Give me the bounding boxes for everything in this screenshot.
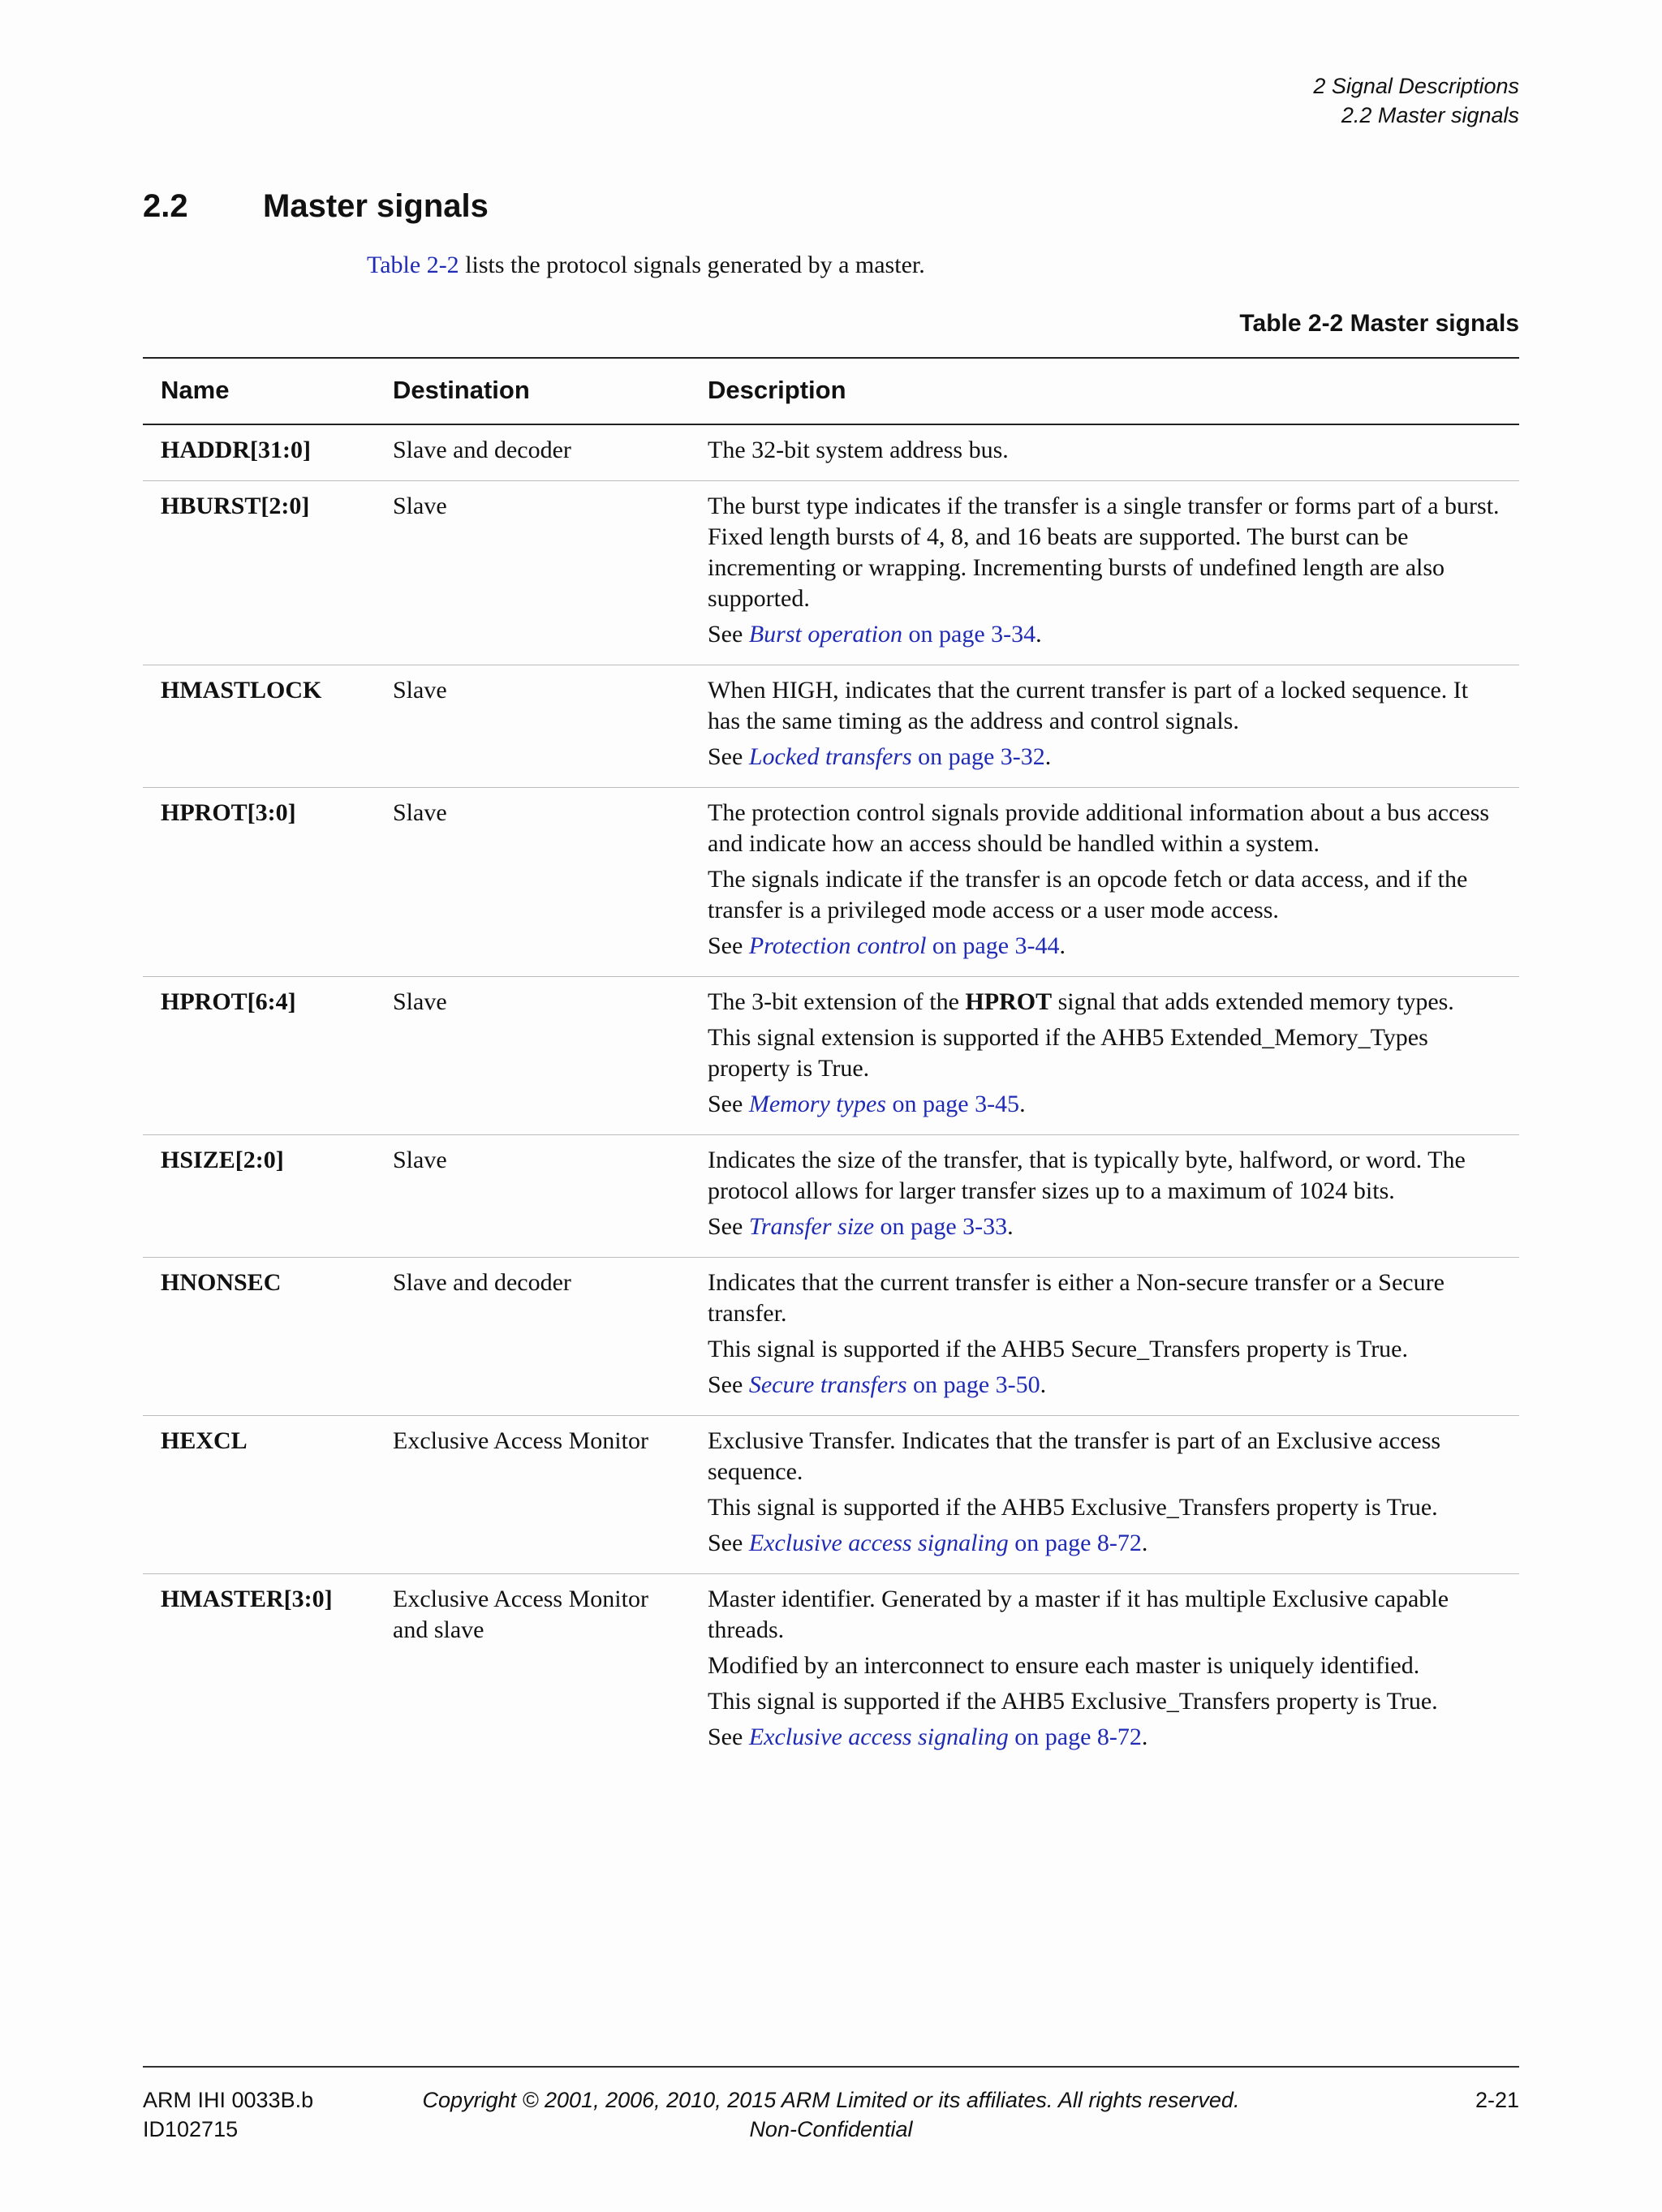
signal-destination: Exclusive Access Monitor and slave <box>393 1586 648 1643</box>
description-text: Exclusive Transfer. Indicates that the transfer is part of an Exclusive access sequence. <box>708 1427 1441 1485</box>
see-suffix: . <box>1036 621 1042 648</box>
link-page: on page 3-44 <box>926 932 1060 959</box>
footer-doc-code: ID102715 <box>143 2117 239 2141</box>
description-text: The burst type indicates if the transfer is a single transfer or forms part of a burst. Fixed length bursts of 4, 8, and 16 beats are supported. The burst can be incrementing or wrapping. Incrementing bursts of undefined length are also supported. <box>708 493 1500 612</box>
description-text-start: The 3-bit extension of the <box>708 988 966 1015</box>
see-prefix: See <box>708 1371 749 1398</box>
column-header-name: Name <box>143 358 375 424</box>
description-text: The 32-bit system address bus. <box>708 437 1009 463</box>
signal-destination: Slave and decoder <box>375 424 690 481</box>
see-also <box>708 1370 1503 1401</box>
see-prefix: See <box>708 932 749 959</box>
description-text <box>708 987 1503 1018</box>
master-signals-table <box>143 357 1519 1767</box>
description-text: This signal is supported if the AHB5 Secure_Transfers property is True. <box>708 1336 1408 1362</box>
see-prefix: See <box>708 1213 749 1240</box>
table-row <box>143 481 1519 665</box>
cross-reference-link[interactable] <box>749 743 1045 770</box>
signal-name: HNONSEC <box>143 1258 375 1416</box>
link-title: Secure transfers <box>748 1371 907 1398</box>
cross-reference-link[interactable] <box>749 1371 1040 1398</box>
signal-description <box>690 1574 1519 1768</box>
description-text: The protection control signals provide additional information about a bus access and indicate how an access should be handled within a system. <box>708 799 1490 857</box>
see-also <box>708 619 1503 650</box>
cross-reference-link[interactable] <box>749 1091 1019 1117</box>
description-text: This signal is supported if the AHB5 Exclusive_Transfers property is True. <box>708 1688 1438 1715</box>
section-heading <box>143 188 489 225</box>
see-suffix: . <box>1141 1724 1148 1750</box>
signal-name: HPROT[3:0] <box>143 788 375 977</box>
link-title: Burst operation <box>748 621 902 648</box>
link-title: Exclusive access signaling <box>748 1724 1009 1750</box>
signal-description <box>690 1416 1519 1574</box>
signal-name: HMASTER[3:0] <box>161 1586 333 1612</box>
column-header-destination: Destination <box>375 358 690 424</box>
signal-name: HBURST[2:0] <box>143 481 375 665</box>
table-row <box>143 424 1519 481</box>
description-text: When HIGH, indicates that the current transfer is part of a locked sequence. It has the same timing as the address and control signals. <box>708 677 1469 734</box>
cross-reference-link[interactable] <box>749 1530 1142 1556</box>
signal-description <box>690 424 1519 481</box>
page-number: 2-21 <box>1475 2088 1519 2112</box>
description-text: Modified by an interconnect to ensure each master is uniquely identified. <box>708 1652 1420 1679</box>
signal-description <box>690 1135 1519 1258</box>
signal-description <box>690 977 1519 1135</box>
signal-destination: Slave <box>375 1135 690 1258</box>
table-row <box>143 1135 1519 1258</box>
description-text: Master identifier. Generated by a master if it has multiple Exclusive capable threads. <box>708 1586 1449 1643</box>
cross-reference-link[interactable] <box>749 1213 1007 1240</box>
cross-reference-link[interactable] <box>749 1724 1142 1750</box>
signal-name: HEXCL <box>143 1416 375 1574</box>
see-also <box>708 1211 1503 1242</box>
see-also <box>708 1089 1503 1120</box>
see-prefix: See <box>708 1530 749 1556</box>
link-page: on page 3-50 <box>906 1371 1040 1398</box>
description-text: This signal is supported if the AHB5 Exclusive_Transfers property is True. <box>708 1494 1438 1521</box>
link-title: Exclusive access signaling <box>748 1530 1009 1556</box>
signal-destination: Slave <box>375 481 690 665</box>
see-suffix: . <box>1044 743 1052 770</box>
running-head-section: 2.2 Master signals <box>1341 103 1519 127</box>
running-head-chapter: 2 Signal Descriptions <box>1313 74 1519 98</box>
signal-name: HPROT[6:4] <box>143 977 375 1135</box>
signal-destination: Slave <box>375 977 690 1135</box>
section-number: 2.2 <box>143 188 188 224</box>
link-page: on page 8-72 <box>1008 1724 1142 1750</box>
signal-name: HMASTLOCK <box>143 665 375 788</box>
section-title: Master signals <box>263 188 489 224</box>
column-header-description: Description <box>690 358 1519 424</box>
see-prefix: See <box>708 743 749 770</box>
see-also <box>708 1722 1503 1753</box>
table-reference-link[interactable]: Table 2-2 <box>367 252 459 278</box>
table-row <box>143 1574 1519 1768</box>
description-text: The signals indicate if the transfer is an opcode fetch or data access, and if the transfer is a privileged mode access or a user mode access. <box>708 866 1468 923</box>
signal-description <box>690 1258 1519 1416</box>
signal-destination: Exclusive Access Monitor <box>375 1416 690 1574</box>
see-prefix: See <box>708 621 749 648</box>
table-row <box>143 665 1519 788</box>
link-page: on page 3-33 <box>874 1213 1008 1240</box>
signal-name: HADDR[31:0] <box>143 424 375 481</box>
description-text: Indicates that the current transfer is either a Non-secure transfer or a Secure transfer. <box>708 1269 1445 1327</box>
see-also <box>708 1528 1503 1559</box>
see-suffix: . <box>1040 1371 1047 1398</box>
link-title: Memory types <box>748 1091 886 1117</box>
see-also <box>708 742 1503 772</box>
cross-reference-link[interactable] <box>749 621 1036 648</box>
footer-copyright: Copyright © 2001, 2006, 2010, 2015 ARM Limited or its affiliates. All rights reserved. <box>422 2088 1240 2112</box>
table-row <box>143 1416 1519 1574</box>
table-header-row <box>143 358 1519 424</box>
signal-destination: Slave and decoder <box>375 1258 690 1416</box>
see-suffix: . <box>1007 1213 1014 1240</box>
table-row <box>143 1258 1519 1416</box>
link-page: on page 8-72 <box>1008 1530 1142 1556</box>
table-caption: Table 2-2 Master signals <box>1239 310 1519 337</box>
link-title: Locked transfers <box>748 743 912 770</box>
link-title: Protection control <box>748 932 927 959</box>
signal-description <box>690 788 1519 977</box>
link-page: on page 3-45 <box>885 1091 1020 1117</box>
see-prefix: See <box>708 1724 749 1750</box>
signal-destination: Slave <box>375 665 690 788</box>
see-suffix: . <box>1141 1530 1148 1556</box>
link-page: on page 3-32 <box>911 743 1045 770</box>
description-text-end: signal that adds extended memory types. <box>1052 988 1454 1015</box>
footer-confidentiality: Non-Confidential <box>749 2117 913 2141</box>
link-title: Transfer size <box>748 1213 875 1240</box>
description-text: This signal extension is supported if the AHB5 Extended_Memory_Types property is True. <box>708 1024 1428 1082</box>
signal-name: HSIZE[2:0] <box>143 1135 375 1258</box>
table-row <box>143 977 1519 1135</box>
see-also <box>708 931 1503 962</box>
footer-doc-id: ARM IHI 0033B.b <box>143 2088 314 2112</box>
footer-divider <box>143 2066 1519 2068</box>
cross-reference-link[interactable] <box>749 932 1060 959</box>
intro-paragraph <box>367 252 925 279</box>
link-page: on page 3-34 <box>902 621 1036 648</box>
description-text: Indicates the size of the transfer, that is typically byte, halfword, or word. The protocol allows for larger transfer sizes up to a maximum of 1024 bits. <box>708 1147 1466 1204</box>
table-row <box>143 788 1519 977</box>
footer-notice <box>143 2085 1519 2144</box>
signal-description <box>690 665 1519 788</box>
see-suffix: . <box>1059 932 1066 959</box>
intro-text: lists the protocol signals generated by a master. <box>459 252 925 278</box>
signal-reference: HPROT <box>965 988 1053 1015</box>
see-prefix: See <box>708 1091 749 1117</box>
running-head <box>870 71 1519 130</box>
see-suffix: . <box>1019 1091 1026 1117</box>
signal-destination: Slave <box>375 788 690 977</box>
signal-description <box>690 481 1519 665</box>
